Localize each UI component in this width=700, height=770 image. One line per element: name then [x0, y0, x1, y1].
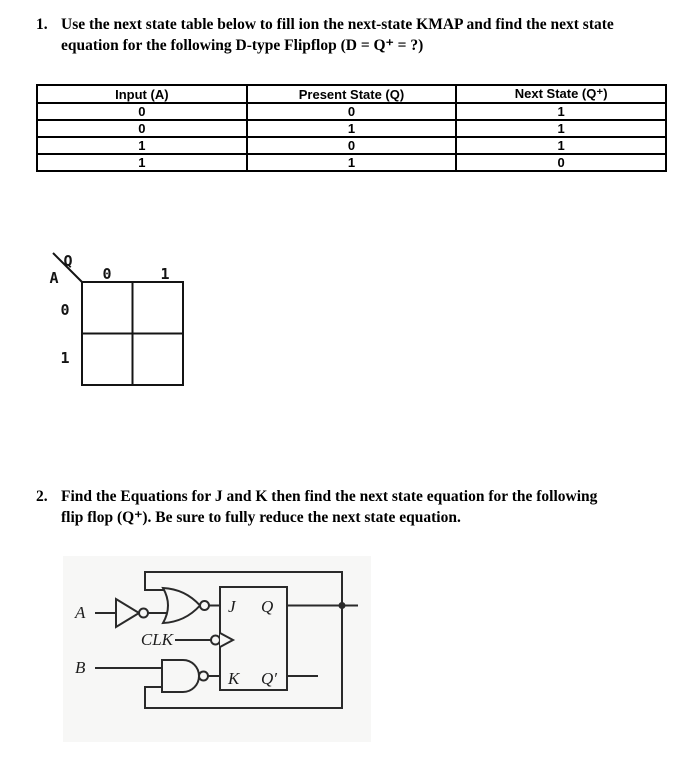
- table-row: [37, 154, 666, 171]
- question-2-line-1: Find the Equations for J and K then find the next state equation for the following: [61, 488, 598, 505]
- ff-q-label: Q: [261, 597, 274, 616]
- kmap-variable-q-label: Q: [63, 252, 73, 270]
- question-1-text: [61, 14, 614, 56]
- table-cell: 1: [456, 103, 666, 120]
- table-cell: 0: [456, 154, 666, 171]
- next-state-table-head: [37, 85, 666, 103]
- not-gate-bubble: [139, 609, 148, 618]
- table-cell: 1: [37, 137, 247, 154]
- ff-k-label: K: [228, 669, 240, 688]
- table-cell: 0: [37, 120, 247, 137]
- junction-dot: [339, 602, 346, 609]
- table-cell: 1: [247, 120, 457, 137]
- next-state-table: [36, 84, 667, 172]
- nand-gate: [162, 660, 199, 692]
- question-1-line-1: Use the next state table below to fill ion the next-state KMAP and find the next state: [61, 16, 614, 33]
- table-cell: 1: [456, 137, 666, 154]
- kmap-row-label-0: 0: [60, 301, 70, 319]
- clk-bubble: [211, 636, 220, 645]
- table-header-input-a: Input (A): [37, 85, 247, 103]
- not-gate: [116, 599, 139, 627]
- table-cell: 1: [247, 154, 457, 171]
- table-cell: 1: [37, 154, 247, 171]
- table-header-row: [37, 85, 666, 103]
- ff-q-bar-label: Q′: [261, 669, 277, 688]
- question-2: [36, 486, 597, 528]
- nor-gate-bubble: [200, 601, 209, 610]
- kmap-row-label-1: 1: [60, 349, 70, 367]
- table-row: [37, 103, 666, 120]
- question-2-number: 2.: [36, 488, 48, 505]
- question-2-text: [61, 486, 597, 528]
- kmap-col-label-0: 0: [102, 265, 112, 283]
- kmap-figure: [40, 246, 190, 391]
- kmap-col-label-1: 1: [160, 265, 170, 283]
- nor-gate: [163, 588, 200, 623]
- table-row: [37, 120, 666, 137]
- table-cell: 0: [37, 103, 247, 120]
- clk-label: CLK: [140, 630, 173, 649]
- nand-gate-bubble: [199, 672, 208, 681]
- kmap-variable-a-label: A: [49, 269, 59, 287]
- question-1-number: 1.: [36, 16, 48, 33]
- table-header-next-state: Next State (Q⁺): [456, 85, 666, 103]
- ff-j-label: J: [228, 597, 236, 616]
- table-row: [37, 137, 666, 154]
- question-2-line-2: flip flop (Q⁺). Be sure to fully reduce the next state equation.: [61, 509, 461, 526]
- table-cell: 1: [456, 120, 666, 137]
- table-cell: 0: [247, 137, 457, 154]
- input-b-label: B: [75, 658, 86, 677]
- table-cell: 0: [247, 103, 457, 120]
- circuit-drawing: [63, 556, 371, 742]
- circuit-figure: [63, 556, 371, 742]
- next-state-table-body: [37, 103, 666, 171]
- input-a-label: A: [75, 603, 86, 622]
- question-1-line-2: equation for the following D-type Flipflop (D = Q⁺ = ?): [61, 37, 424, 54]
- table-header-present-state: Present State (Q): [247, 85, 457, 103]
- question-1: [36, 14, 614, 56]
